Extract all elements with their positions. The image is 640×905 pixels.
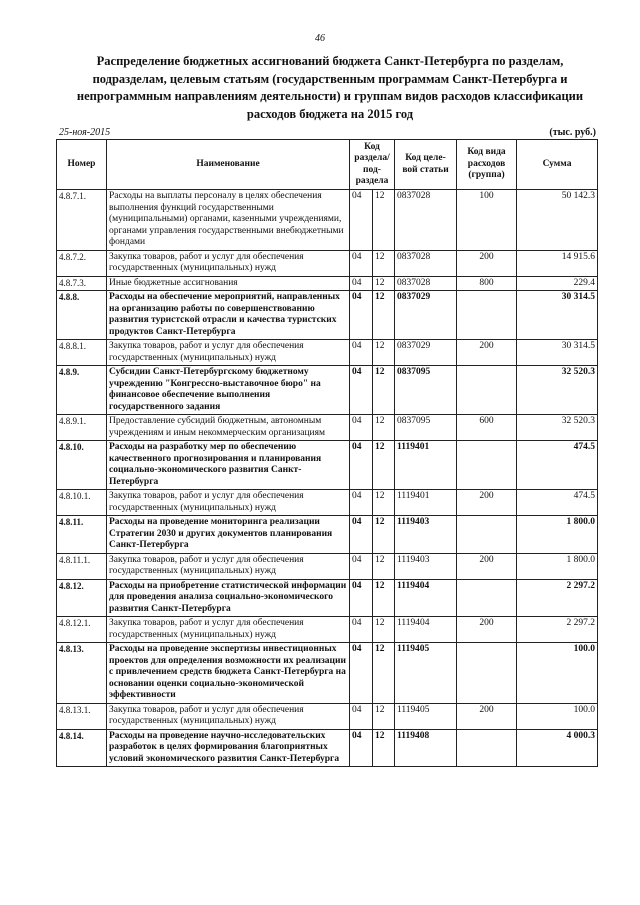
row-expense-type — [457, 579, 517, 617]
row-expense-type: 100 — [457, 190, 517, 251]
row-name: Расходы на проведение экспертизы инвестиционных проектов для определения возможности их реализации с привлечением средств бюджета Санкт-Петербурга на основании оценки социально-экономической эффективности — [107, 643, 350, 704]
row-number: 4.8.14. — [57, 729, 107, 767]
header-target: Код целе- вой статьи — [395, 140, 457, 190]
row-subsection-code: 12 — [373, 490, 395, 516]
header-section: Код раздела/ под- раздела — [350, 140, 395, 190]
row-number: 4.8.7.3. — [57, 276, 107, 291]
row-number: 4.8.7.1. — [57, 190, 107, 251]
table-row — [57, 643, 598, 704]
units-label: (тыс. руб.) — [549, 127, 596, 138]
row-name: Расходы на проведение научно-исследовательских разработок в целях формирования благоприятных условий экономического развития Санкт-Петербурга — [107, 729, 350, 767]
row-number: 4.8.12.1. — [57, 617, 107, 643]
row-name: Закупка товаров, работ и услуг для обеспечения государственных (муниципальных) нужд — [107, 553, 350, 579]
row-subsection-code: 12 — [373, 340, 395, 366]
row-target-code: 1119401 — [395, 441, 457, 490]
row-subsection-code: 12 — [373, 617, 395, 643]
row-number: 4.8.8.1. — [57, 340, 107, 366]
row-subsection-code: 12 — [373, 516, 395, 554]
row-target-code: 1119404 — [395, 579, 457, 617]
row-expense-type: 800 — [457, 276, 517, 291]
row-number: 4.8.13. — [57, 643, 107, 704]
row-number: 4.8.11. — [57, 516, 107, 554]
row-sum: 14 915.6 — [517, 250, 598, 276]
row-expense-type — [457, 366, 517, 415]
row-section-code: 04 — [350, 190, 373, 251]
table-row — [57, 291, 598, 340]
row-name: Расходы на проведение мониторинга реализации Стратегии 2030 и других документов планирования Санкт-Петербурга — [107, 516, 350, 554]
row-section-code: 04 — [350, 703, 373, 729]
row-number: 4.8.13.1. — [57, 703, 107, 729]
row-target-code: 0837095 — [395, 366, 457, 415]
row-number: 4.8.8. — [57, 291, 107, 340]
table-row — [57, 276, 598, 291]
page-number: 46 — [315, 33, 325, 44]
row-name: Закупка товаров, работ и услуг для обеспечения государственных (муниципальных) нужд — [107, 490, 350, 516]
row-name: Расходы на приобретение статистической информации для проведения анализа социально-экономического развития Санкт-Петербурга — [107, 579, 350, 617]
row-name: Субсидии Санкт-Петербургскому бюджетному учреждению "Конгрессно-выставочное бюро" на финансовое обеспечение выполнения государственного задания — [107, 366, 350, 415]
row-name: Предоставление субсидий бюджетным, автономным учреждениям и иным некоммерческим организациям — [107, 415, 350, 441]
row-target-code: 1119405 — [395, 703, 457, 729]
table-row — [57, 579, 598, 617]
row-target-code: 1119403 — [395, 516, 457, 554]
row-subsection-code: 12 — [373, 729, 395, 767]
row-subsection-code: 12 — [373, 276, 395, 291]
table-row — [57, 340, 598, 366]
row-sum: 2 297.2 — [517, 579, 598, 617]
row-sum: 474.5 — [517, 441, 598, 490]
table-row — [57, 729, 598, 767]
row-expense-type — [457, 643, 517, 704]
row-section-code: 04 — [350, 415, 373, 441]
row-expense-type — [457, 291, 517, 340]
row-section-code: 04 — [350, 729, 373, 767]
row-number: 4.8.12. — [57, 579, 107, 617]
row-target-code: 0837095 — [395, 415, 457, 441]
row-target-code: 1119404 — [395, 617, 457, 643]
budget-table — [56, 139, 598, 767]
row-subsection-code: 12 — [373, 703, 395, 729]
row-expense-type: 200 — [457, 617, 517, 643]
header-name: Наименование — [107, 140, 350, 190]
header-type: Код вида расходов (группа) — [457, 140, 517, 190]
row-subsection-code: 12 — [373, 441, 395, 490]
row-section-code: 04 — [350, 617, 373, 643]
row-expense-type — [457, 516, 517, 554]
document-date: 25-ноя-2015 — [59, 127, 111, 138]
row-target-code: 0837028 — [395, 190, 457, 251]
row-section-code: 04 — [350, 276, 373, 291]
row-sum: 30 314.5 — [517, 340, 598, 366]
row-section-code: 04 — [350, 490, 373, 516]
row-target-code: 0837029 — [395, 340, 457, 366]
row-name: Закупка товаров, работ и услуг для обеспечения государственных (муниципальных) нужд — [107, 250, 350, 276]
row-target-code: 1119405 — [395, 643, 457, 704]
row-sum: 229.4 — [517, 276, 598, 291]
row-section-code: 04 — [350, 250, 373, 276]
table-row — [57, 617, 598, 643]
row-number: 4.8.9. — [57, 366, 107, 415]
document-title: Распределение бюджетных ассигнований бюджета Санкт-Петербурга по разделам, подразделам, целевым статьям (государственным программам Санкт-Петербурга и непрограммным направлениям деятельности) и группам видов расходов классификации расходов бюджета на 2015 год — [76, 54, 584, 121]
row-subsection-code: 12 — [373, 553, 395, 579]
table-row — [57, 490, 598, 516]
row-number: 4.8.10. — [57, 441, 107, 490]
row-expense-type: 600 — [457, 415, 517, 441]
row-expense-type: 200 — [457, 553, 517, 579]
row-sum: 2 297.2 — [517, 617, 598, 643]
row-section-code: 04 — [350, 340, 373, 366]
table-row — [57, 441, 598, 490]
row-subsection-code: 12 — [373, 250, 395, 276]
row-expense-type: 200 — [457, 490, 517, 516]
row-sum: 1 800.0 — [517, 553, 598, 579]
row-subsection-code: 12 — [373, 366, 395, 415]
table-row — [57, 190, 598, 251]
row-sum: 32 520.3 — [517, 366, 598, 415]
row-subsection-code: 12 — [373, 643, 395, 704]
row-subsection-code: 12 — [373, 579, 395, 617]
row-subsection-code: 12 — [373, 291, 395, 340]
row-section-code: 04 — [350, 579, 373, 617]
row-subsection-code: 12 — [373, 190, 395, 251]
row-target-code: 1119408 — [395, 729, 457, 767]
row-target-code: 0837028 — [395, 276, 457, 291]
row-expense-type: 200 — [457, 340, 517, 366]
row-section-code: 04 — [350, 366, 373, 415]
row-name: Расходы на разработку мер по обеспечению качественного прогнозирования и планирования социально-экономического развития Санкт-Петербурга — [107, 441, 350, 490]
row-sum: 4 000.3 — [517, 729, 598, 767]
table-row — [57, 703, 598, 729]
row-name: Иные бюджетные ассигнования — [107, 276, 350, 291]
row-number: 4.8.11.1. — [57, 553, 107, 579]
row-number: 4.8.10.1. — [57, 490, 107, 516]
row-number: 4.8.7.2. — [57, 250, 107, 276]
row-sum: 100.0 — [517, 703, 598, 729]
row-name: Расходы на выплаты персоналу в целях обеспечения выполнения функций государственными (муниципальными) органами, казенными учреждениями, органами управления государственными внебюджетными фондами — [107, 190, 350, 251]
table-row — [57, 366, 598, 415]
header-sum: Сумма — [517, 140, 598, 190]
table-body — [57, 190, 598, 767]
table-row — [57, 415, 598, 441]
row-section-code: 04 — [350, 516, 373, 554]
row-sum: 474.5 — [517, 490, 598, 516]
row-section-code: 04 — [350, 291, 373, 340]
table-row — [57, 553, 598, 579]
row-section-code: 04 — [350, 643, 373, 704]
header-number: Номер — [57, 140, 107, 190]
row-target-code: 1119403 — [395, 553, 457, 579]
row-expense-type: 200 — [457, 703, 517, 729]
row-sum: 1 800.0 — [517, 516, 598, 554]
row-expense-type: 200 — [457, 250, 517, 276]
row-number: 4.8.9.1. — [57, 415, 107, 441]
table-header-row — [57, 140, 598, 190]
row-name: Расходы на обеспечение мероприятий, направленных на организацию работы по совершенствованию развития туристской отрасли и качества туристских продуктов Санкт-Петербурга — [107, 291, 350, 340]
table-row — [57, 250, 598, 276]
row-section-code: 04 — [350, 441, 373, 490]
row-target-code: 1119401 — [395, 490, 457, 516]
row-name: Закупка товаров, работ и услуг для обеспечения государственных (муниципальных) нужд — [107, 340, 350, 366]
table-row — [57, 516, 598, 554]
row-name: Закупка товаров, работ и услуг для обеспечения государственных (муниципальных) нужд — [107, 703, 350, 729]
row-sum: 100.0 — [517, 643, 598, 704]
row-target-code: 0837029 — [395, 291, 457, 340]
row-expense-type — [457, 441, 517, 490]
row-sum: 32 520.3 — [517, 415, 598, 441]
row-section-code: 04 — [350, 553, 373, 579]
row-name: Закупка товаров, работ и услуг для обеспечения государственных (муниципальных) нужд — [107, 617, 350, 643]
row-expense-type — [457, 729, 517, 767]
row-subsection-code: 12 — [373, 415, 395, 441]
row-sum: 50 142.3 — [517, 190, 598, 251]
row-sum: 30 314.5 — [517, 291, 598, 340]
row-target-code: 0837028 — [395, 250, 457, 276]
